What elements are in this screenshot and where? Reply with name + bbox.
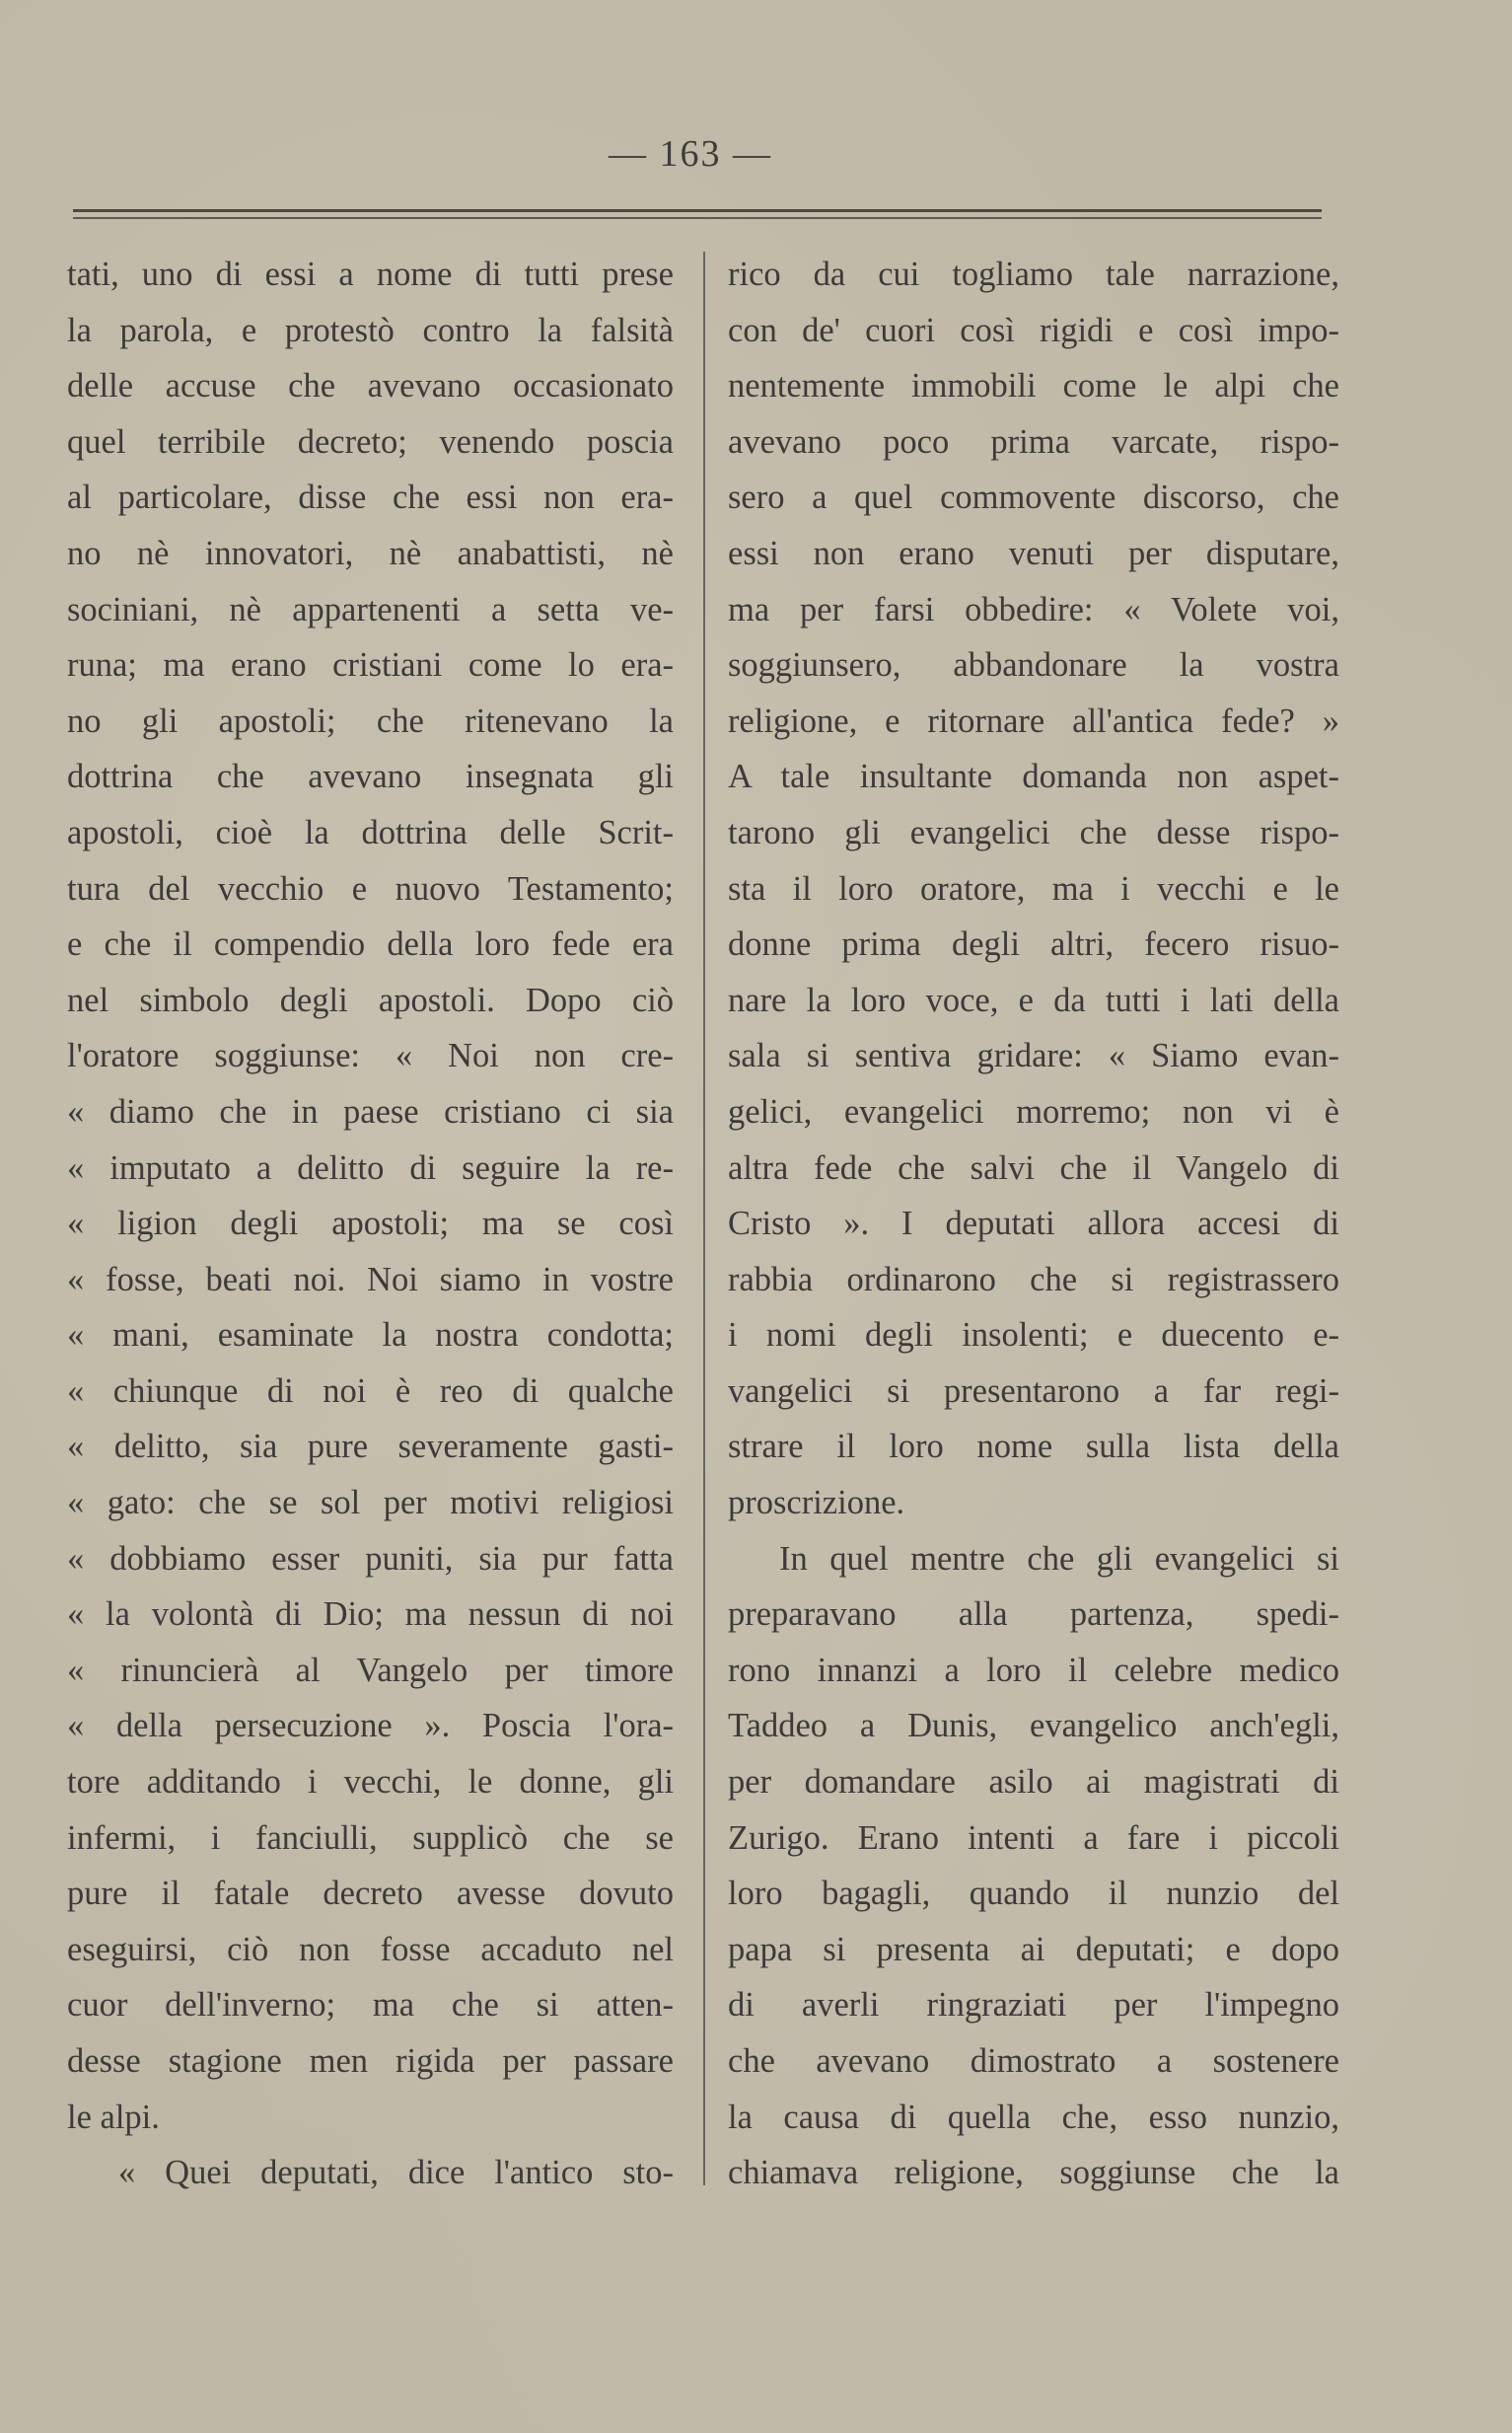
text-line: sala si sentiva gridare: « Siamo evan-: [728, 1037, 1339, 1075]
text-line: tore additando i vecchi, le donne, gli: [67, 1763, 674, 1802]
text-line: tarono gli evangelici che desse rispo-: [728, 813, 1339, 851]
text-line: rico da cui togliamo tale narrazione,: [728, 256, 1339, 293]
text-line: rono innanzi a loro il celebre medico: [728, 1651, 1339, 1689]
text-line: desse stagione men rigida per passare: [67, 2042, 674, 2080]
paragraph-end-line: le alpi.: [67, 2098, 160, 2136]
text-line: vangelici si presentarono a far regi-: [728, 1371, 1339, 1410]
text-line: religione, e ritornare all'antica fede? »: [728, 701, 1339, 740]
text-line: soggiunsero, abbandonare la vostra: [728, 646, 1339, 685]
text-line: per domandare asilo ai magistrati di: [728, 1763, 1339, 1802]
text-line: loro bagagli, quando il nunzio del: [728, 1875, 1339, 1913]
text-line: al particolare, disse che essi non era-: [67, 479, 674, 517]
header-rule-thick: [73, 209, 1322, 212]
text-line: infermi, i fanciulli, supplicò che se: [67, 1818, 674, 1857]
text-line: la causa di quella che, esso nunzio,: [728, 2098, 1339, 2136]
text-line: essi non erano venuti per disputare,: [728, 534, 1339, 572]
text-line: « rinuncierà al Vangelo per timore: [67, 1651, 674, 1689]
text-line: chiamava religione, soggiunse che la: [728, 2154, 1339, 2192]
text-line: delle accuse che avevano occasionato: [67, 367, 674, 406]
text-line: tati, uno di essi a nome di tutti prese: [67, 256, 674, 293]
text-line: donne prima degli altri, fecero risuo-: [728, 925, 1339, 964]
text-line: pure il fatale decreto avesse dovuto: [67, 1875, 674, 1913]
text-line: Cristo ». I deputati allora accesi di: [728, 1205, 1339, 1243]
text-line: i nomi degli insolenti; e duecento e-: [728, 1316, 1339, 1355]
text-line: « mani, esaminate la nostra condotta;: [67, 1316, 674, 1355]
text-line: no nè innovatori, nè anabattisti, nè: [67, 534, 674, 572]
text-line: preparavano alla partenza, spedi-: [728, 1595, 1339, 1634]
text-line: sta il loro oratore, ma i vecchi e le: [728, 869, 1339, 908]
left-text-column: [67, 247, 674, 2201]
paragraph-start-line: « Quei deputati, dice l'antico sto-: [118, 2154, 674, 2192]
page-number: — 163 —: [609, 133, 772, 175]
header-rule-thin: [73, 217, 1322, 219]
text-line: « diamo che in paese cristiano ci sia: [67, 1092, 674, 1131]
text-line: nentemente immobili come le alpi che: [728, 367, 1339, 406]
text-line: « la volontà di Dio; ma nessun di noi: [67, 1595, 674, 1634]
text-line: strare il loro nome sulla lista della: [728, 1428, 1339, 1466]
text-line: runa; ma erano cristiani come lo era-: [67, 646, 674, 685]
text-line: quel terribile decreto; venendo poscia: [67, 422, 674, 461]
text-line: « dobbiamo esser puniti, sia pur fatta: [67, 1539, 674, 1578]
text-line: l'oratore soggiunse: « Noi non cre-: [67, 1037, 674, 1075]
text-line: di averli ringraziati per l'impegno: [728, 1986, 1339, 2025]
text-line: altra fede che salvi che il Vangelo di: [728, 1148, 1339, 1187]
text-line: Taddeo a Dunis, evangelico anch'egli,: [728, 1707, 1339, 1745]
text-line: con de' cuori così rigidi e così impo-: [728, 311, 1339, 349]
text-line: « imputato a delitto di seguire la re-: [67, 1148, 674, 1187]
text-line: apostoli, cioè la dottrina delle Scrit-: [67, 813, 674, 851]
text-line: tura del vecchio e nuovo Testamento;: [67, 869, 674, 908]
text-line: nare la loro voce, e da tutti i lati della: [728, 981, 1339, 1019]
text-line: avevano poco prima varcate, rispo-: [728, 422, 1339, 461]
text-line: dottrina che avevano insegnata gli: [67, 758, 674, 796]
text-line: sero a quel commovente discorso, che: [728, 479, 1339, 517]
text-line: eseguirsi, ciò non fosse accaduto nel: [67, 1930, 674, 1968]
text-line: sociniani, nè appartenenti a setta ve-: [67, 590, 674, 628]
text-line: nel simbolo degli apostoli. Dopo ciò: [67, 981, 674, 1019]
text-line: « della persecuzione ». Poscia l'ora-: [67, 1707, 674, 1745]
text-line: e che il compendio della loro fede era: [67, 925, 674, 964]
text-line: gelici, evangelici morremo; non vi è: [728, 1092, 1339, 1131]
text-line: Zurigo. Erano intenti a fare i piccoli: [728, 1818, 1339, 1857]
text-line: « fosse, beati noi. Noi siamo in vostre: [67, 1260, 674, 1298]
text-line: « chiunque di noi è reo di qualche: [67, 1371, 674, 1410]
column-divider: [703, 252, 705, 2185]
text-line: ma per farsi obbedire: « Volete voi,: [728, 590, 1339, 628]
text-line: « ligion degli apostoli; ma se così: [67, 1205, 674, 1243]
text-line: « delitto, sia pure severamente gasti-: [67, 1428, 674, 1466]
paragraph-end-line: proscrizione.: [728, 1484, 905, 1522]
text-line: papa si presenta ai deputati; e dopo: [728, 1930, 1339, 1968]
text-line: « gato: che se sol per motivi religiosi: [67, 1484, 674, 1522]
text-line: cuor dell'inverno; ma che si atten-: [67, 1986, 674, 2025]
text-line: no gli apostoli; che ritenevano la: [67, 701, 674, 740]
text-line: A tale insultante domanda non aspet-: [728, 758, 1339, 796]
text-line: che avevano dimostrato a sostenere: [728, 2042, 1339, 2080]
text-line: rabbia ordinarono che si registrassero: [728, 1260, 1339, 1298]
right-text-column: [728, 247, 1339, 2201]
paragraph-start-line: In quel mentre che gli evangelici si: [779, 1539, 1339, 1578]
text-line: la parola, e protestò contro la falsità: [67, 311, 674, 349]
